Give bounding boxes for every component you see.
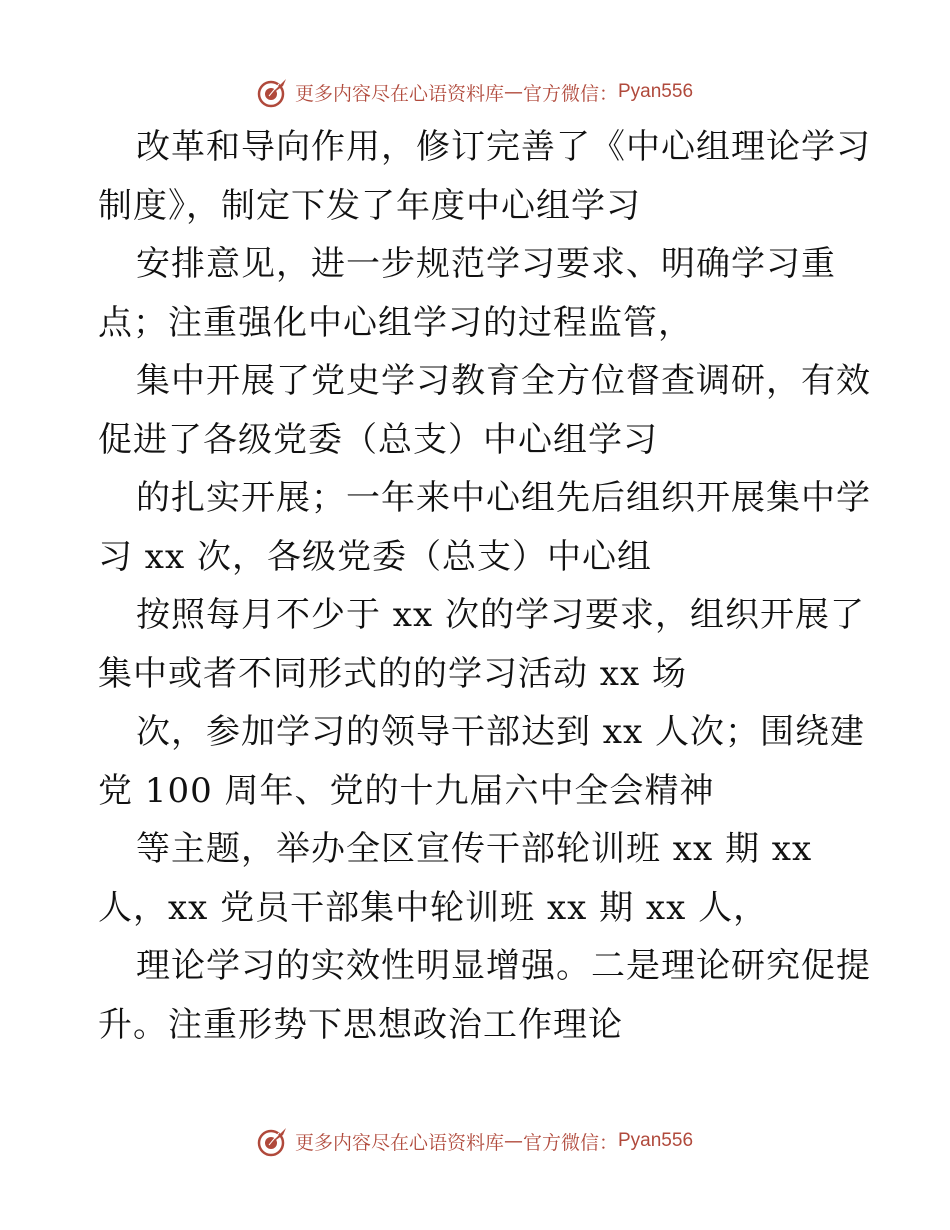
text-line: 理论学习的实效性明显增强。二是理论研究促提 <box>136 946 871 986</box>
text-line: 等主题，举办全区宣传干部轮训班 xx 期 xx <box>136 829 813 869</box>
text-line: 集中或者不同形式的的学习活动 xx 场 <box>98 653 687 694</box>
banner-separator: — <box>503 81 523 103</box>
banner-site-name: 更多内容尽在心语资料库 <box>294 1131 504 1154</box>
header-banner <box>0 72 950 112</box>
footer-banner <box>0 1121 950 1161</box>
text-line: 升。注重形势下思想政治工作理论 <box>98 1004 623 1045</box>
banner-site-name: 更多内容尽在心语资料库 <box>294 82 504 105</box>
text-line: 次，参加学习的领导干部达到 xx 人次；围绕建 <box>136 712 865 752</box>
text-line: 制度》，制定下发了年度中心组学习 <box>98 185 641 226</box>
banner-wechat-handle: Pyan556 <box>618 1130 694 1151</box>
text-line: 集中开展了党史学习教育全方位督查调研，有效 <box>136 361 871 401</box>
banner-wechat-label: 官方微信： <box>522 82 618 105</box>
banner-separator: — <box>503 1130 523 1152</box>
text-line: 党 100 周年、党的十九届六中全会精神 <box>98 770 715 811</box>
text-line: 人，xx 党员干部集中轮训班 xx 期 xx 人， <box>98 887 769 928</box>
text-line: 改革和导向作用，修订完善了《中心组理论学习 <box>136 127 871 167</box>
banner-wechat-handle: Pyan556 <box>618 81 694 102</box>
quill-logo-icon <box>257 76 289 108</box>
document-body <box>98 118 871 1054</box>
text-line: 的扎实开展；一年来中心组先后组织开展集中学 <box>136 478 871 518</box>
banner-wechat-label: 官方微信： <box>522 1131 618 1154</box>
quill-logo-icon <box>257 1125 289 1157</box>
text-line: 点；注重强化中心组学习的过程监管， <box>98 302 693 343</box>
text-line: 习 xx 次，各级党委（总支）中心组 <box>98 536 652 577</box>
text-line: 促进了各级党委（总支）中心组学习 <box>98 419 658 460</box>
text-line: 按照每月不少于 xx 次的学习要求，组织开展了 <box>136 595 865 635</box>
text-line: 安排意见，进一步规范学习要求、明确学习重 <box>136 244 836 284</box>
